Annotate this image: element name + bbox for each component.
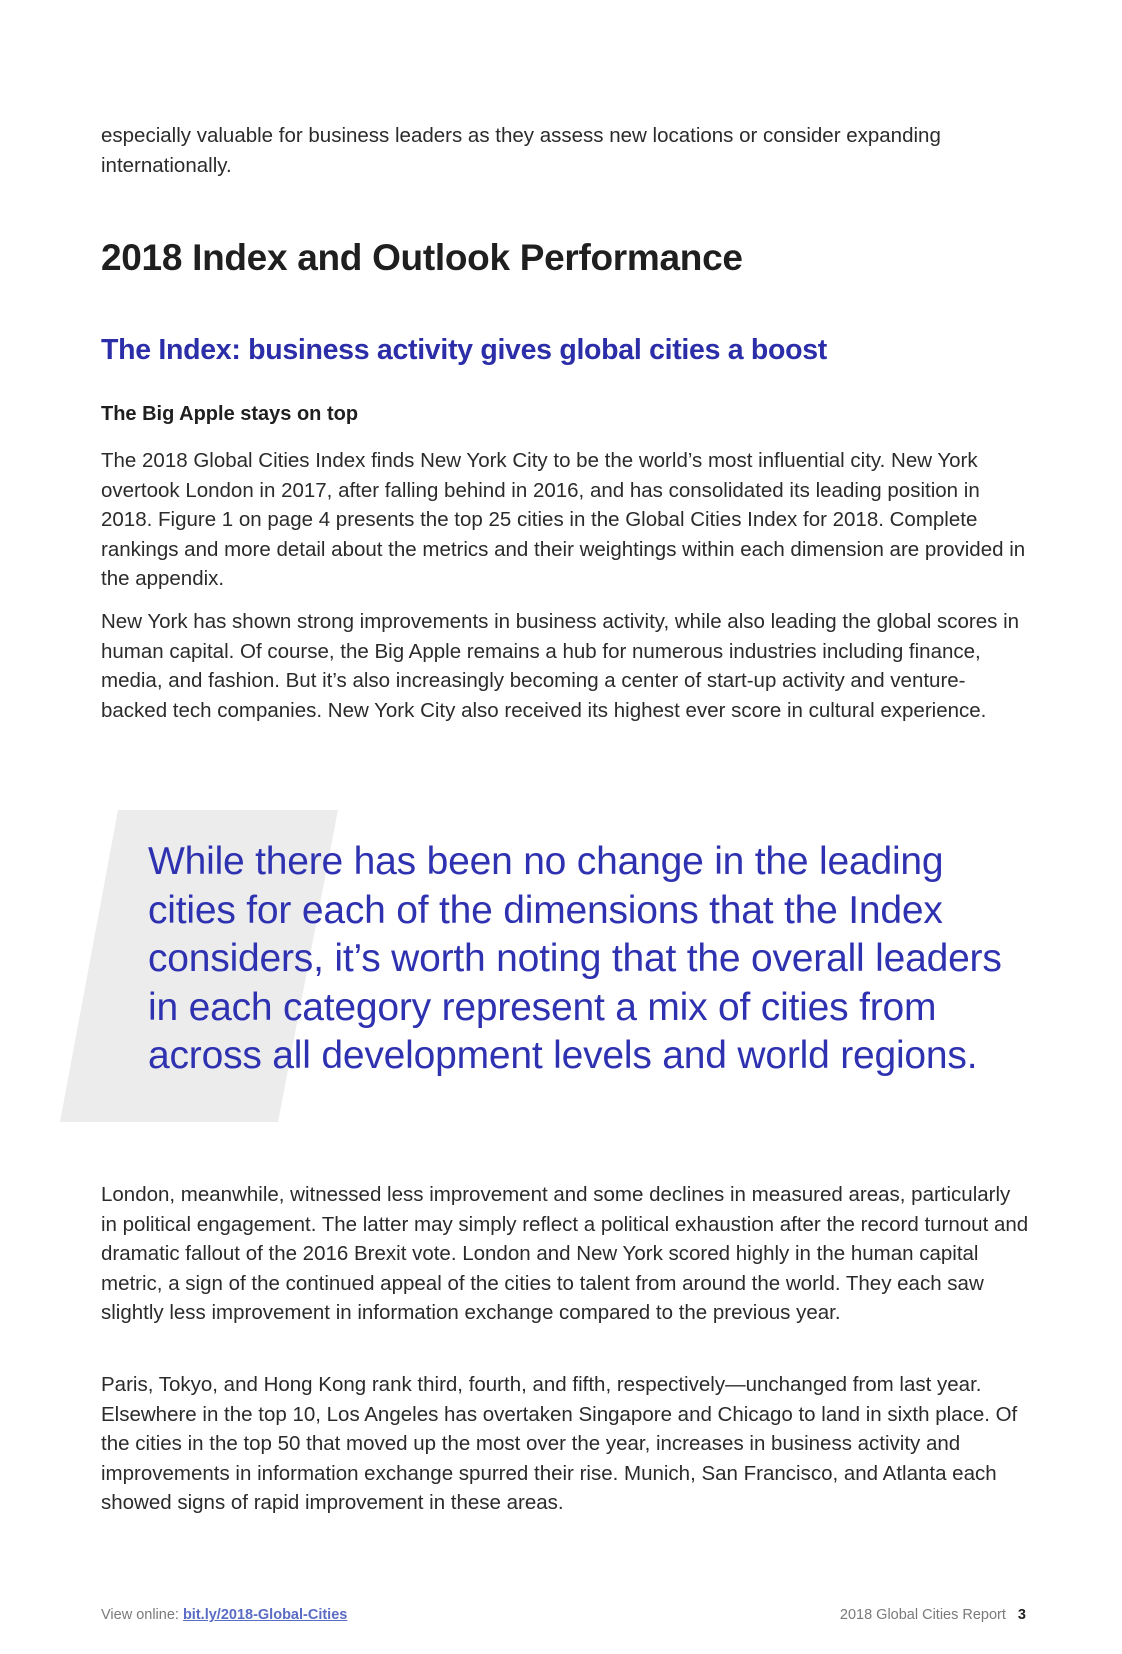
report-name: 2018 Global Cities Report bbox=[839, 1607, 1006, 1623]
footer-view-online bbox=[101, 1607, 347, 1623]
topic-heading: The Big Apple stays on top bbox=[101, 403, 359, 425]
page-number: 3 bbox=[1017, 1607, 1026, 1623]
paragraph-top-ten: Paris, Tokyo, and Hong Kong rank third, fourth, and fifth, respectively—unchanged from last year. Elsewhere in the top 10, Los Angeles has overtaken Singapore and Chicago to land in sixth place. Of the cities in the top 50 that moved up the most over the year, increases in business activity and improvements in information exchange spurred their rise. Munich, San Francisco, and Atlanta each showed signs of rapid improvement in these areas. bbox=[101, 1373, 1018, 1514]
footer-report-info bbox=[840, 1607, 1026, 1623]
paragraph-rankings: The 2018 Global Cities Index finds New York City to be the world’s most influential city. New York overtook London in 2017, after falling behind in 2016, and has consolidated its leading position in 2018. Figure 1 on page 4 presents the top 25 cities in the Global Cities Index for 2018. Complete rankings and more detail about the metrics and their weightings within each dimension are provided in the appendix. bbox=[101, 449, 1026, 590]
report-link[interactable]: bit.ly/2018-Global-Cities bbox=[182, 1607, 348, 1623]
paragraph-london: London, meanwhile, witnessed less improvement and some declines in measured areas, particularly in political engagement. The latter may simply reflect a political exhaustion after the record turnout and dramatic fallout of the 2016 Brexit vote. London and New York scored highly in the human capital metric, a sign of the continued appeal of the cities to talent from around the world. They each saw slightly less improvement in information exchange compared to the previous year. bbox=[101, 1183, 1029, 1324]
view-online-label: View online: bbox=[101, 1607, 183, 1623]
intro-paragraph: especially valuable for business leaders as they assess new locations or consider expanding internationally. bbox=[101, 124, 941, 177]
section-heading: 2018 Index and Outlook Performance bbox=[101, 237, 743, 278]
subsection-heading: The Index: business activity gives global cities a boost bbox=[101, 334, 827, 366]
paragraph-new-york: New York has shown strong improvements in business activity, while also leading the global scores in human capital. Of course, the Big Apple remains a hub for numerous industries including finance, media, and fashion. But it’s also increasingly becoming a center of start-up activity and venture-backed tech companies. New York City also received its highest ever score in cultural experience. bbox=[101, 610, 1020, 722]
pullquote: While there has been no change in the leading cities for each of the dimensions that the Index considers, it’s worth noting that the overall leaders in each category represent a mix of cities from across all development levels and world regions. bbox=[148, 840, 1002, 1077]
